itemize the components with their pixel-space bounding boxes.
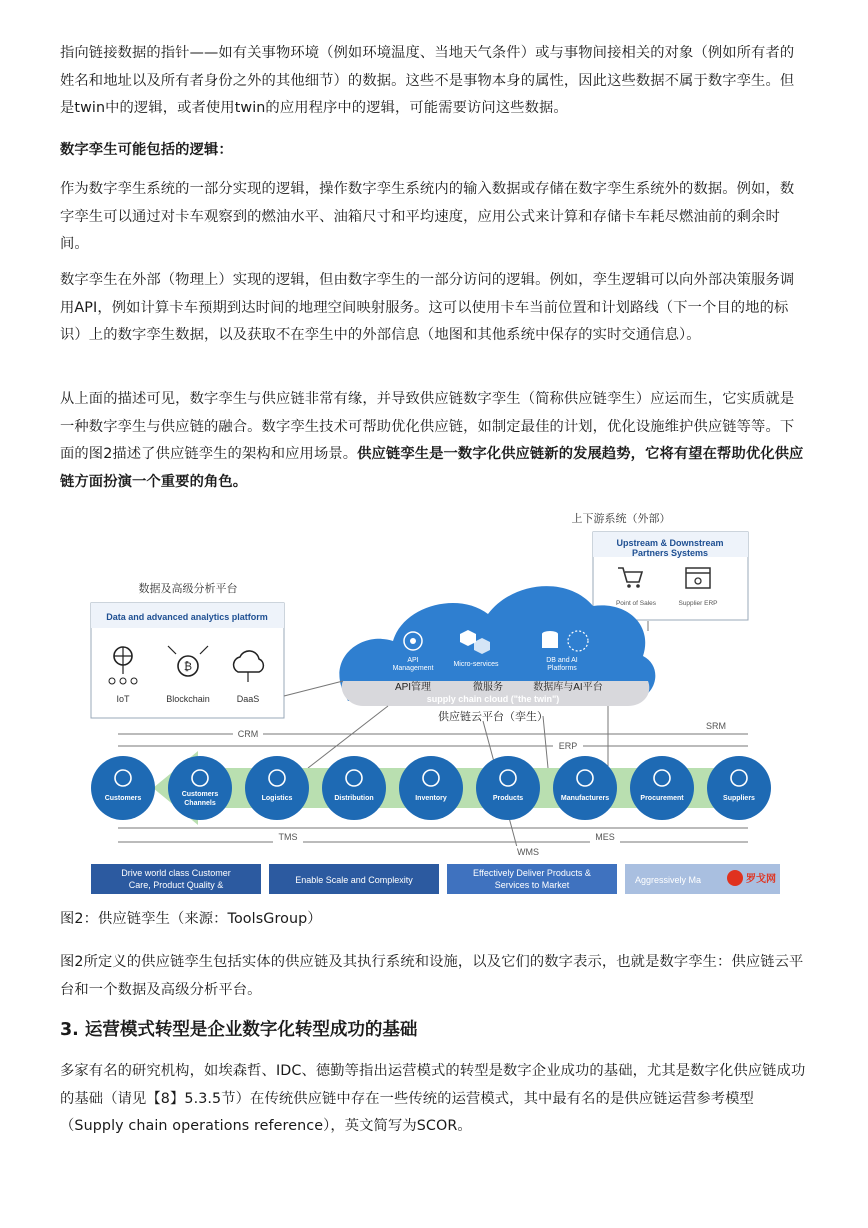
- paragraph-external-logic: 数字孪生在外部（物理上）实现的逻辑，但由数字孪生的一部分访问的逻辑。例如，孪生逻辑可以向外部决策服务调用API，例如计算卡车预期到达时间的地理空间映射服务。这可以使用卡车当前位置和计划路线（下一个目的地的标识）上的数字孪生数据，以及获取不在孪生中的外部信息（地图和其他系统中保存的实时交通信息）。: [60, 272, 795, 343]
- bold-text: 供应链孪生是一数字化供应链新的发展趋势，它将有望在帮助优化供应链方面扮演一个重要的角色。: [60, 446, 804, 490]
- api-en-2: Management: [392, 665, 434, 672]
- node-customers-channels: [168, 756, 232, 820]
- node-label: Logistics: [261, 795, 293, 802]
- analytics-en-label: Data and advanced analytics platform: [106, 612, 268, 622]
- updown-cn-label: 上下游系统（外部）: [571, 513, 671, 525]
- figure-svg: [88, 506, 783, 896]
- node-procurement: [630, 756, 694, 820]
- cloud-cn-label: 供应链云平台（孪生）: [438, 711, 548, 723]
- daas-label: DaaS: [236, 694, 260, 704]
- paragraph-supply-chain-twin: [60, 386, 808, 496]
- node-label: Manufacturers: [560, 795, 610, 802]
- db-icon: [542, 631, 558, 648]
- node-distribution: [322, 756, 386, 820]
- node-label: Customers: [181, 791, 219, 798]
- node-label: Channels: [184, 800, 216, 807]
- node-logistics: [245, 756, 309, 820]
- node-label: Procurement: [640, 795, 684, 802]
- mes-label: MES: [595, 832, 615, 842]
- db-cn: 数据库与AI平台: [533, 682, 603, 693]
- node-label: Products: [492, 795, 524, 802]
- banner-2: Enable Scale and Complexity: [295, 875, 413, 885]
- db-en-1: DB and AI: [546, 657, 578, 664]
- pos-label: Point of Sales: [615, 600, 657, 607]
- supply-chain-twin-figure: [88, 506, 783, 896]
- banner-1a: Drive world class Customer: [121, 868, 231, 878]
- banner-3a: Effectively Deliver Products &: [473, 868, 591, 878]
- micro-en: Micro-services: [453, 661, 499, 668]
- node-label: Inventory: [415, 795, 447, 802]
- api-en-1: API: [407, 657, 419, 664]
- srm-label: SRM: [706, 721, 726, 731]
- banner-1b: Care, Product Quality &: [128, 880, 224, 890]
- paragraph-operating-model: 多家有名的研究机构，如埃森哲、IDC、德勤等指出运营模式的转型是数字企业成功的基础，尤其是数字化供应链成功的基础（请见【8】5.3.5节）在传统供应链中存在一些传统的运营模式，其中最有名的是供应链运营参考模型（Supply chain operations reference），英文简写为SCOR。: [60, 1063, 806, 1134]
- node-suppliers: [707, 756, 771, 820]
- api-cn: API管理: [394, 682, 432, 693]
- db-en-2: Platforms: [547, 665, 577, 672]
- node-customers: [91, 756, 155, 820]
- heading-twin-logic: 数字孪生可能包括的逻辑：: [60, 142, 233, 158]
- node-label: Suppliers: [723, 795, 755, 802]
- node-label: Customers: [104, 795, 142, 802]
- cloud-en-label: supply chain cloud ("the twin"): [426, 694, 560, 704]
- svg-text:₿: ₿: [183, 661, 193, 673]
- node-label: Distribution: [334, 795, 374, 802]
- crm-label: CRM: [237, 729, 259, 739]
- banner-3b: Services to Market: [494, 880, 570, 890]
- node-manufacturers: [553, 756, 617, 820]
- blockchain-label: Blockchain: [166, 694, 210, 704]
- supply-chain-nodes: [91, 756, 771, 820]
- node-inventory: [399, 756, 463, 820]
- wms-label: WMS: [517, 847, 539, 857]
- updown-en-1: Upstream & Downstream: [616, 538, 724, 548]
- supplier-erp-label: Supplier ERP: [678, 600, 718, 607]
- paragraph-pointer-data: 指向链接数据的指针——如有关事物环境（例如环境温度、当地天气条件）或与事物间接相关的对象（例如所有者的姓名和地址以及所有者身份之外的其他细节）的数据。这些不是事物本身的属性，因此这些数据不属于数字孪生。但是twin中的逻辑，或者使用twin的应用程序中的逻辑，可能需要访问这些数据。: [60, 45, 795, 116]
- paragraph-internal-logic: 作为数字孪生系统的一部分实现的逻辑，操作数字孪生系统内的输入数据或存储在数字孪生系统外的数据。例如，数字孪生可以通过对卡车观察到的燃油水平、油箱尺寸和平均速度，应用公式来计算和存储卡车耗尽燃油前的剩余时间。: [60, 181, 795, 252]
- tms-label: TMS: [278, 832, 298, 842]
- banner-4: Aggressively Ma: [634, 875, 702, 885]
- normal-text: 从上面的描述可见，数字孪生与供应链非常有缘，并导致供应链数字孪生（简称供应链孪生）应运而生，它实质就是一种数字孪生与供应链的融合。数字孪生技术可帮助优化供应链，如制定最佳的计划，优化设施维护供应链等等。下面的图2描述了供应链孪生的架构和应用场景。: [60, 391, 795, 462]
- analytics-cn-label: 数据及高级分析平台: [138, 583, 238, 595]
- node-products: [476, 756, 540, 820]
- svg-text:罗戈网: 罗戈网: [746, 874, 776, 885]
- erp-label: ERP: [558, 741, 578, 751]
- updown-en-2: Partners Systems: [631, 548, 709, 558]
- iot-label: IoT: [116, 694, 130, 704]
- paragraph-figure-description: 图2所定义的供应链孪生包括实体的供应链及其执行系统和设施，以及它们的数字表示，也就是数字孪生：供应链云平台和一个数据及高级分析平台。: [60, 954, 804, 998]
- figure-caption: 图2：供应链孪生（来源：ToolsGroup）: [60, 911, 322, 927]
- section-title: 3. 运营模式转型是企业数字化转型成功的基础: [60, 1020, 418, 1040]
- micro-cn: 微服务: [473, 682, 503, 693]
